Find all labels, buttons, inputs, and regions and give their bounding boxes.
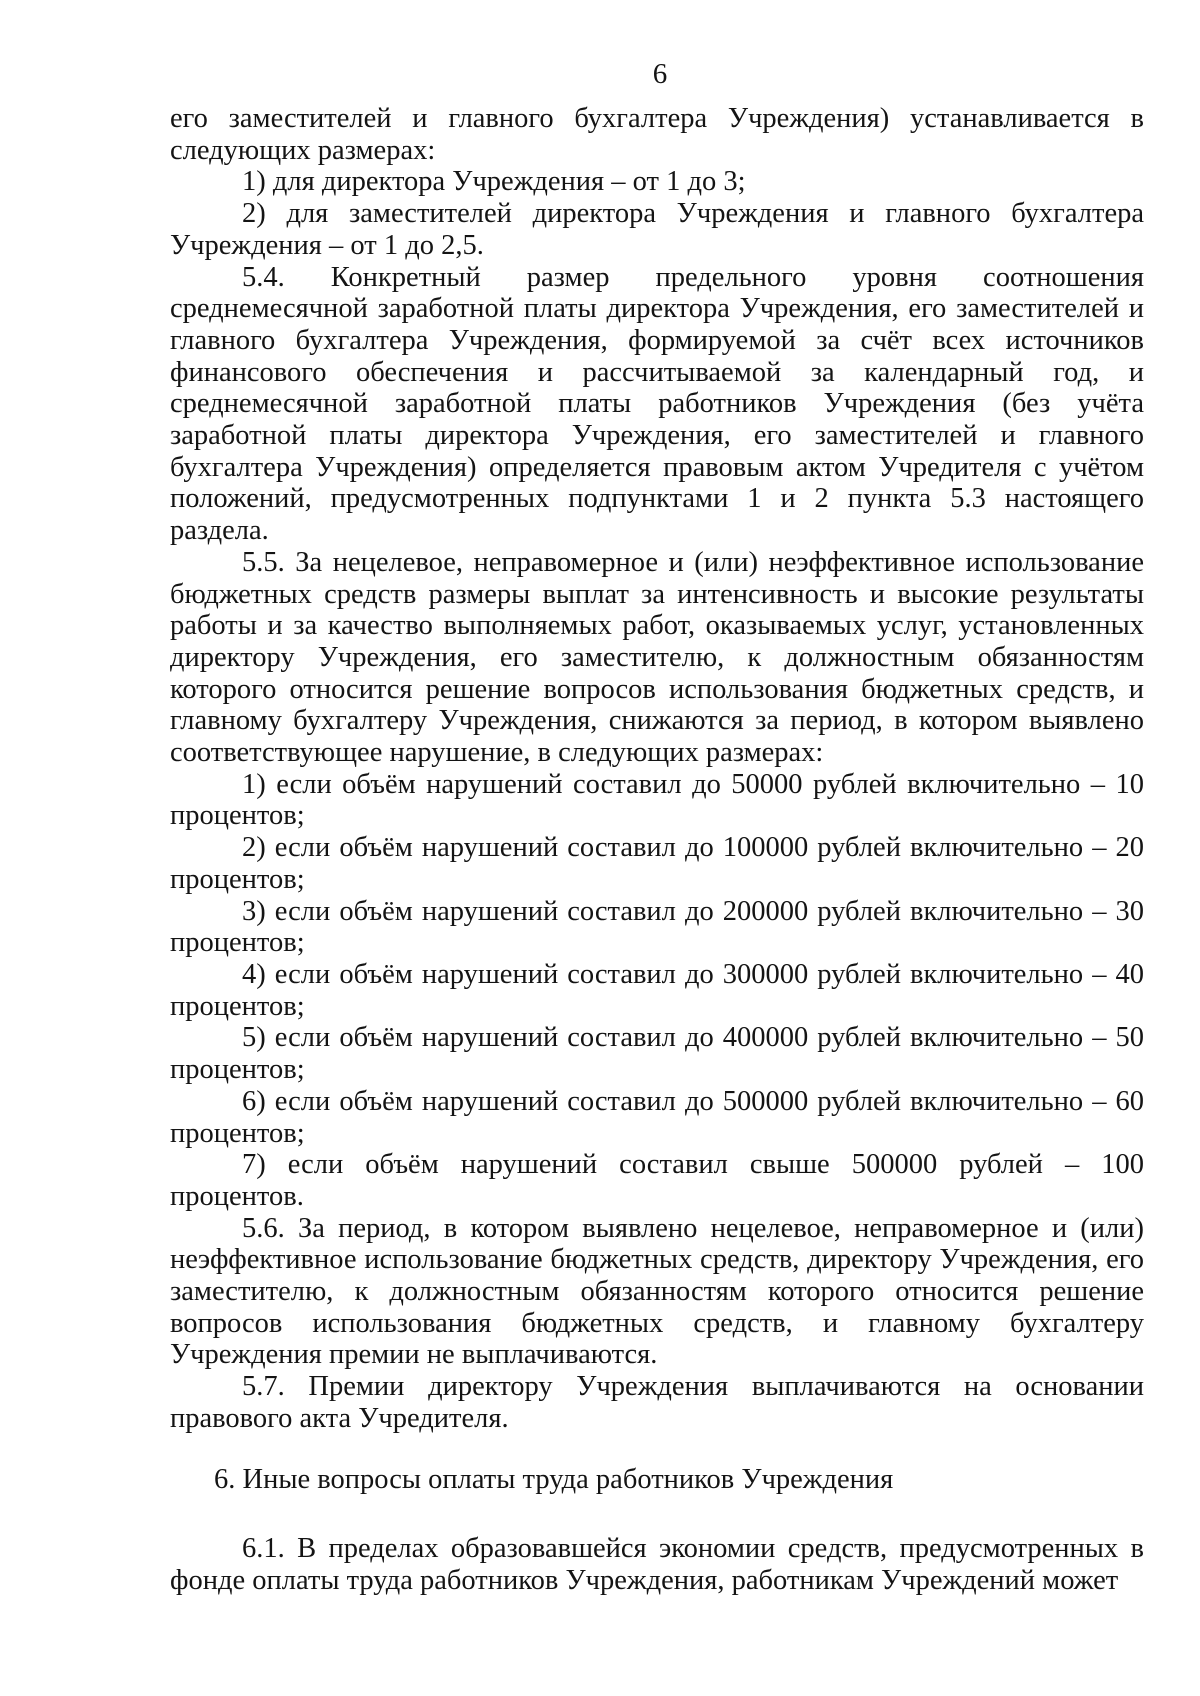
list-item-deputies-ratio: 2) для заместителей директора Учреждения и главного бухгалтера Учреждения – от 1 до 2,5. bbox=[170, 198, 1144, 261]
list-item-director-ratio: 1) для директора Учреждения – от 1 до 3; bbox=[242, 166, 746, 198]
document-body bbox=[170, 103, 1144, 1597]
paragraph-5-4: 5.4. Конкретный размер предельного уровня соотношения среднемесячной заработной платы директора Учреждения, его заместителей и главного бухгалтера Учреждения, формируемой за счёт всех источников финансового обеспечения и рассчитываемой за календарный год, и среднемесячной заработной платы работников Учреждения (без учёта заработной платы директора Учреждения, его заместителей и главного бухгалтера Учреждения) определяется правовым актом Учредителя с учётом положений, предусмотренных подпунктами 1 и 2 пункта 5.3 настоящего раздела. bbox=[170, 261, 1144, 547]
list-item-violation-7: 7) если объём нарушений составил свыше 500000 рублей – 100 процентов. bbox=[170, 1149, 1144, 1212]
page-number: 6 bbox=[652, 58, 668, 90]
section-heading: 6. Иные вопросы оплаты труда работников Учреждения bbox=[214, 1463, 894, 1495]
list-item-violation-3: 3) если объём нарушений составил до 200000 рублей включительно – 30 процентов; bbox=[170, 895, 1144, 959]
list-item-violation-5: 5) если объём нарушений составил до 400000 рублей включительно – 50 процентов; bbox=[170, 1022, 1144, 1086]
list-item-violation-6: 6) если объём нарушений составил до 500000 рублей включительно – 60 процентов; bbox=[170, 1085, 1144, 1149]
paragraph-5-5: 5.5. За нецелевое, неправомерное и (или) неэффективное использование бюджетных средств размеры выплат за интенсивность и высокие результаты работы и за качество выполняемых работ, оказываемых услуг, установленных директору Учреждения, его заместителю, к должностным обязанностям которого относится решение вопросов использования бюджетных средств, и главному бухгалтеру Учреждения, снижаются за период, в котором выявлено соответствующее нарушение, в следующих размерах: bbox=[170, 546, 1144, 769]
list-item-violation-1: 1) если объём нарушений составил до 50000 рублей включительно – 10 процентов; bbox=[170, 768, 1144, 832]
paragraph-6-1: 6.1. В пределах образовавшейся экономии средств, предусмотренных в фонде оплаты труда работников Учреждения, работникам Учреждений может bbox=[170, 1533, 1144, 1596]
paragraph-5-7: 5.7. Премии директору Учреждения выплачиваются на основании правового акта Учредителя. bbox=[170, 1371, 1144, 1434]
list-item-violation-4: 4) если объём нарушений составил до 300000 рублей включительно – 40 процентов; bbox=[170, 958, 1144, 1022]
paragraph-5-6: 5.6. За период, в котором выявлено нецелевое, неправомерное и (или) неэффективное использование бюджетных средств, директору Учреждения, его заместителю, к должностным обязанностям которого относится решение вопросов использования бюджетных средств, и главному бухгалтеру Учреждения премии не выплачиваются. bbox=[170, 1212, 1144, 1371]
paragraph-intro: его заместителей и главного бухгалтера Учреждения) устанавливается в следующих размерах: bbox=[170, 103, 1144, 166]
list-item-violation-2: 2) если объём нарушений составил до 100000 рублей включительно – 20 процентов; bbox=[170, 832, 1144, 895]
